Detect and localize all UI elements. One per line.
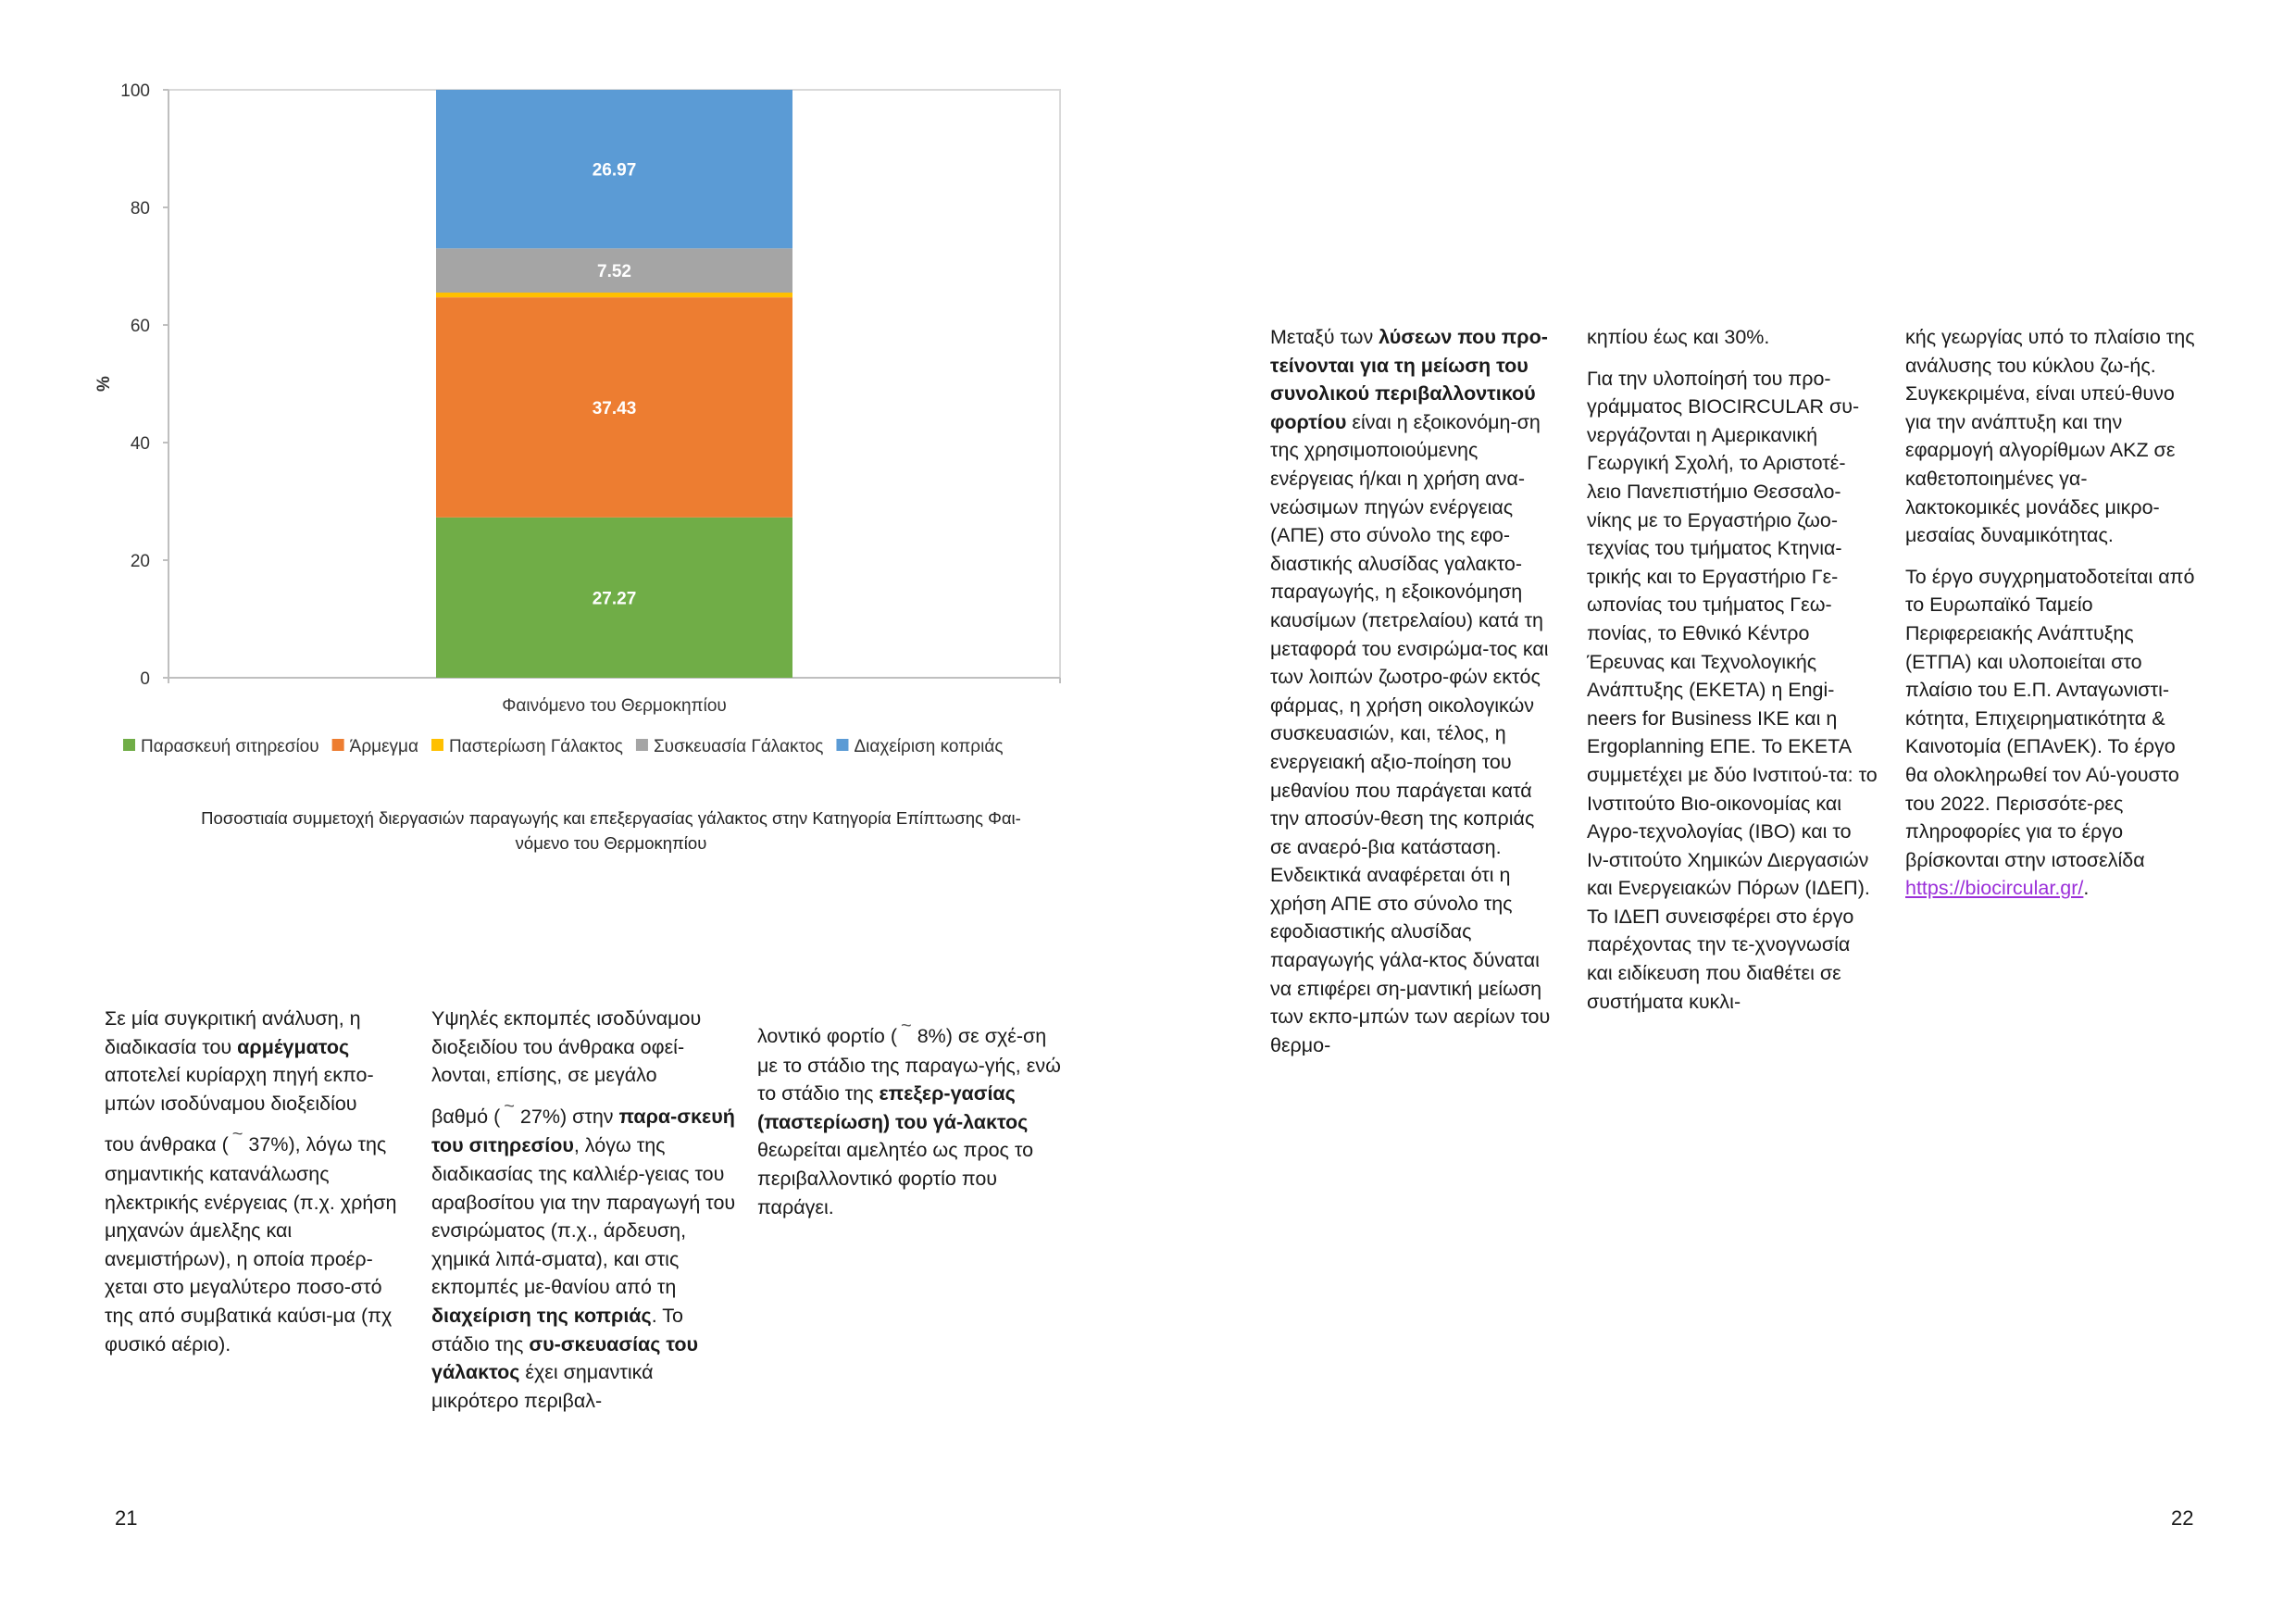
legend-item-3	[431, 737, 623, 756]
legend-item-1	[123, 737, 319, 756]
paragraph: κής γεωργίας υπό το πλαίσιο της ανάλυσης του κύκλου ζω-ής. Συγκεκριμένα, είναι υπεύ-θυνο για την ανάπτυξη και την εφαρμογή αλγορίθμων ΑΚΖ σε καθετοποιημένες γα-λακτοκομικές μονάδες μικρο-μεσαίας δυναμικότητας.	[1905, 326, 2195, 547]
paragraph: του άνθρακα ( ~ 37%), λόγω της σημαντικής κατανάλωσης ηλεκτρικής ενέργειας (π.χ. χρήση μηχανών άμελξης και ανεμιστήρων), η οποία προέρ-χεται στο μεγαλύτερο ποσο-στό της από συμβατικά καύσι-μα (πχ φυσικό αέριο).	[105, 1124, 397, 1355]
data-label-4: 7.52	[597, 262, 631, 282]
legend-label: Παρασκευή σιτηρεσίου	[141, 737, 319, 756]
legend-swatch-icon	[431, 739, 443, 751]
page-number-left: 21	[115, 1506, 138, 1530]
bar-segment-3	[436, 293, 792, 297]
legend-swatch-icon	[332, 739, 344, 751]
legend-item-2	[332, 737, 418, 756]
x-category-label: Φαινόμενο του Θερμοκηπίου	[502, 696, 727, 716]
right-page-column-2	[1587, 323, 1878, 1029]
legend-item-4	[636, 737, 824, 756]
paragraph: Για την υλοποίησή του προ-γράμματος BIOCIRCULAR συ-νεργάζονται η Αμερικανική Γεωργική Σχολή, το Αριστοτέ-λειο Πανεπιστήμιο Θεσσαλο-νίκης με το Εργαστήριο ζωο-τεχνίας του τμήματος Κτηνια-τρικής και το Εργαστήριο Γε-ωπονίας του τμήματος Γεω-πονίας, το Εθνικό Κέντρο Έρευνας και Τεχνολογικής Ανάπτυξης (ΕΚΕΤΑ) η Engi-neers for Business IKE και η Ergoplanning ΕΠΕ. Το ΕΚΕΤΑ συμμετέχει με δύο Ινστιτού-τα: το Ινστιτούτο Βιο-οικονομίας και Αγρο-τεχνολογίας (ΙΒΟ) και το Ιν-στιτούτο Χημικών Διεργασιών και Ενεργειακών Πόρων (ΙΔΕΠ). Το ΙΔΕΠ συνεισφέρει στο έργο παρέχοντας την τε-χνογνωσία και ειδίκευση που διαθέτει σε συστήματα κυκλι-	[1587, 367, 1878, 1013]
chart-legend	[123, 737, 1003, 756]
paragraph: Μεταξύ των λύσεων που προ-τείνονται για τη μείωση του συνολικού περιβαλλοντικού φορτίου είναι η εξοικονόμη-ση της χρησιμοποιούμενης ενέργειας ή/και η χρήση ανα-νεώσιμων πηγών ενέργειας (ΑΠΕ) στο σύνολο της εφο-διαστικής αλυσίδας γαλακτο-παραγωγής, η εξοικονόμηση καυσίμων (πετρελαίου) κατά τη μεταφορά του ενσιρώμα-τος και των λοιπών ζωοτρο-φών εκτός φάρμας, η χρήση οικολογικών συσκευασιών, και, τέλος, η ενεργειακή αξιο-ποίηση του μεθανίου που παράγεται κατά την αποσύν-θεση της κοπριάς σε αναερό-βια κατάσταση. Ενδεικτικά αναφέρεται ότι η χρήση ΑΠΕ στο σύνολο της εφοδιαστικής αλυσίδας παραγωγής γάλα-κτος δύναται να επιφέρει ση-μαντική μείωση των εκπο-μπών των αερίων του θερμο-	[1270, 326, 1551, 1056]
figure-caption	[167, 806, 1055, 856]
caption-line-2: νόμενο του Θερμοκηπίου	[515, 833, 707, 853]
left-page-column-3	[757, 1016, 1063, 1234]
paragraph: Υψηλές εκπομπές ισοδύναμου διοξειδίου του άνθρακα οφεί-λονται, επίσης, σε μεγάλο	[431, 1007, 702, 1087]
paragraph: κηπίου έως και 30%.	[1587, 326, 1770, 348]
legend-label: Διαχείριση κοπριάς	[854, 737, 1004, 756]
approx-tilde-icon: ~	[901, 1016, 912, 1036]
y-tick-label: 20	[130, 552, 150, 571]
paragraph: λοντικό φορτίο ( ~ 8%) σε σχέ-ση με το στάδιο της παραγω-γής, ενώ το στάδιο της επεξερ-γασίας (παστερίωση) του γά-λακτος θεωρείται αμελητέο ως προς το περιβαλλοντικό φορτίο που παράγει.	[757, 1016, 1061, 1218]
y-tick-label: 60	[130, 317, 150, 336]
biocircular-website-link[interactable]: https://biocircular.gr/	[1905, 877, 2084, 900]
y-tick-label: 80	[130, 199, 150, 219]
approx-tilde-icon: ~	[504, 1095, 515, 1117]
y-axis-label: %	[94, 376, 114, 392]
data-label-1: 27.27	[592, 589, 637, 609]
legend-swatch-icon	[123, 739, 135, 751]
paragraph: Το έργο συγχρηματοδοτείται από το Ευρωπαϊκό Ταμείο Περιφερειακής Ανάπτυξης (ΕΤΠΑ) και υλοποιείται στο πλαίσιο του Ε.Π. Ανταγωνιστι-κότητα, Επιχειρηματικότητα & Καινοτομία (ΕΠΑνΕΚ). Το έργο θα ολοκληρωθεί τον Αύ-γουστο του 2022. Περισσότε-ρες πληροφορίες για το έργο βρίσκονται στην ιστοσελίδα https://biocircular.gr/.	[1905, 565, 2195, 900]
approx-tilde-icon: ~	[231, 1124, 243, 1145]
caption-line-1: Ποσοστιαία συμμετοχή διεργασιών παραγωγής και επεξεργασίας γάλακτος στην Κατηγορία Επίπτωσης Φαι-	[201, 808, 1021, 828]
right-page-column-1	[1270, 323, 1553, 1072]
legend-swatch-icon	[836, 739, 848, 751]
legend-swatch-icon	[636, 739, 648, 751]
legend-label: Παστερίωση Γάλακτος	[448, 737, 623, 756]
data-label-2: 37.43	[592, 398, 637, 418]
stacked-bar-chart	[0, 0, 1148, 796]
paragraph: βαθμό ( ~ 27%) στην παρα-σκευή του σιτηρεσίου, λόγω της διαδικασίας της καλλιέρ-γειας του αραβοσίτου για την παραγωγή του ενσιρώματος (π.χ., άρδευση, χημικά λιπά-σματα), και στις εκπομπές με-θανίου από τη διαχείριση της κοπριάς. Το στάδιο της συ-σκευασίας του γάλακτος έχει σημαντικά μικρότερο περιβαλ-	[431, 1095, 736, 1412]
page-number-right: 22	[2171, 1506, 2194, 1530]
y-tick-label: 0	[140, 669, 150, 689]
y-tick-label: 40	[130, 434, 150, 454]
data-label-5: 26.97	[592, 160, 637, 181]
left-page-column-2	[431, 1005, 737, 1428]
legend-label: Συσκευασία Γάλακτος	[653, 737, 824, 756]
legend-item-5	[836, 737, 1003, 756]
right-page-column-3	[1905, 323, 2202, 916]
legend-label: Άρμεγμα	[349, 737, 418, 756]
y-tick-label: 100	[120, 81, 150, 101]
left-page-column-1	[105, 1005, 401, 1371]
paragraph: Σε μία συγκριτική ανάλυση, η διαδικασία του αρμέγματος αποτελεί κυρίαρχη πηγή εκπο-μπών ισοδύναμου διοξειδίου	[105, 1007, 374, 1115]
